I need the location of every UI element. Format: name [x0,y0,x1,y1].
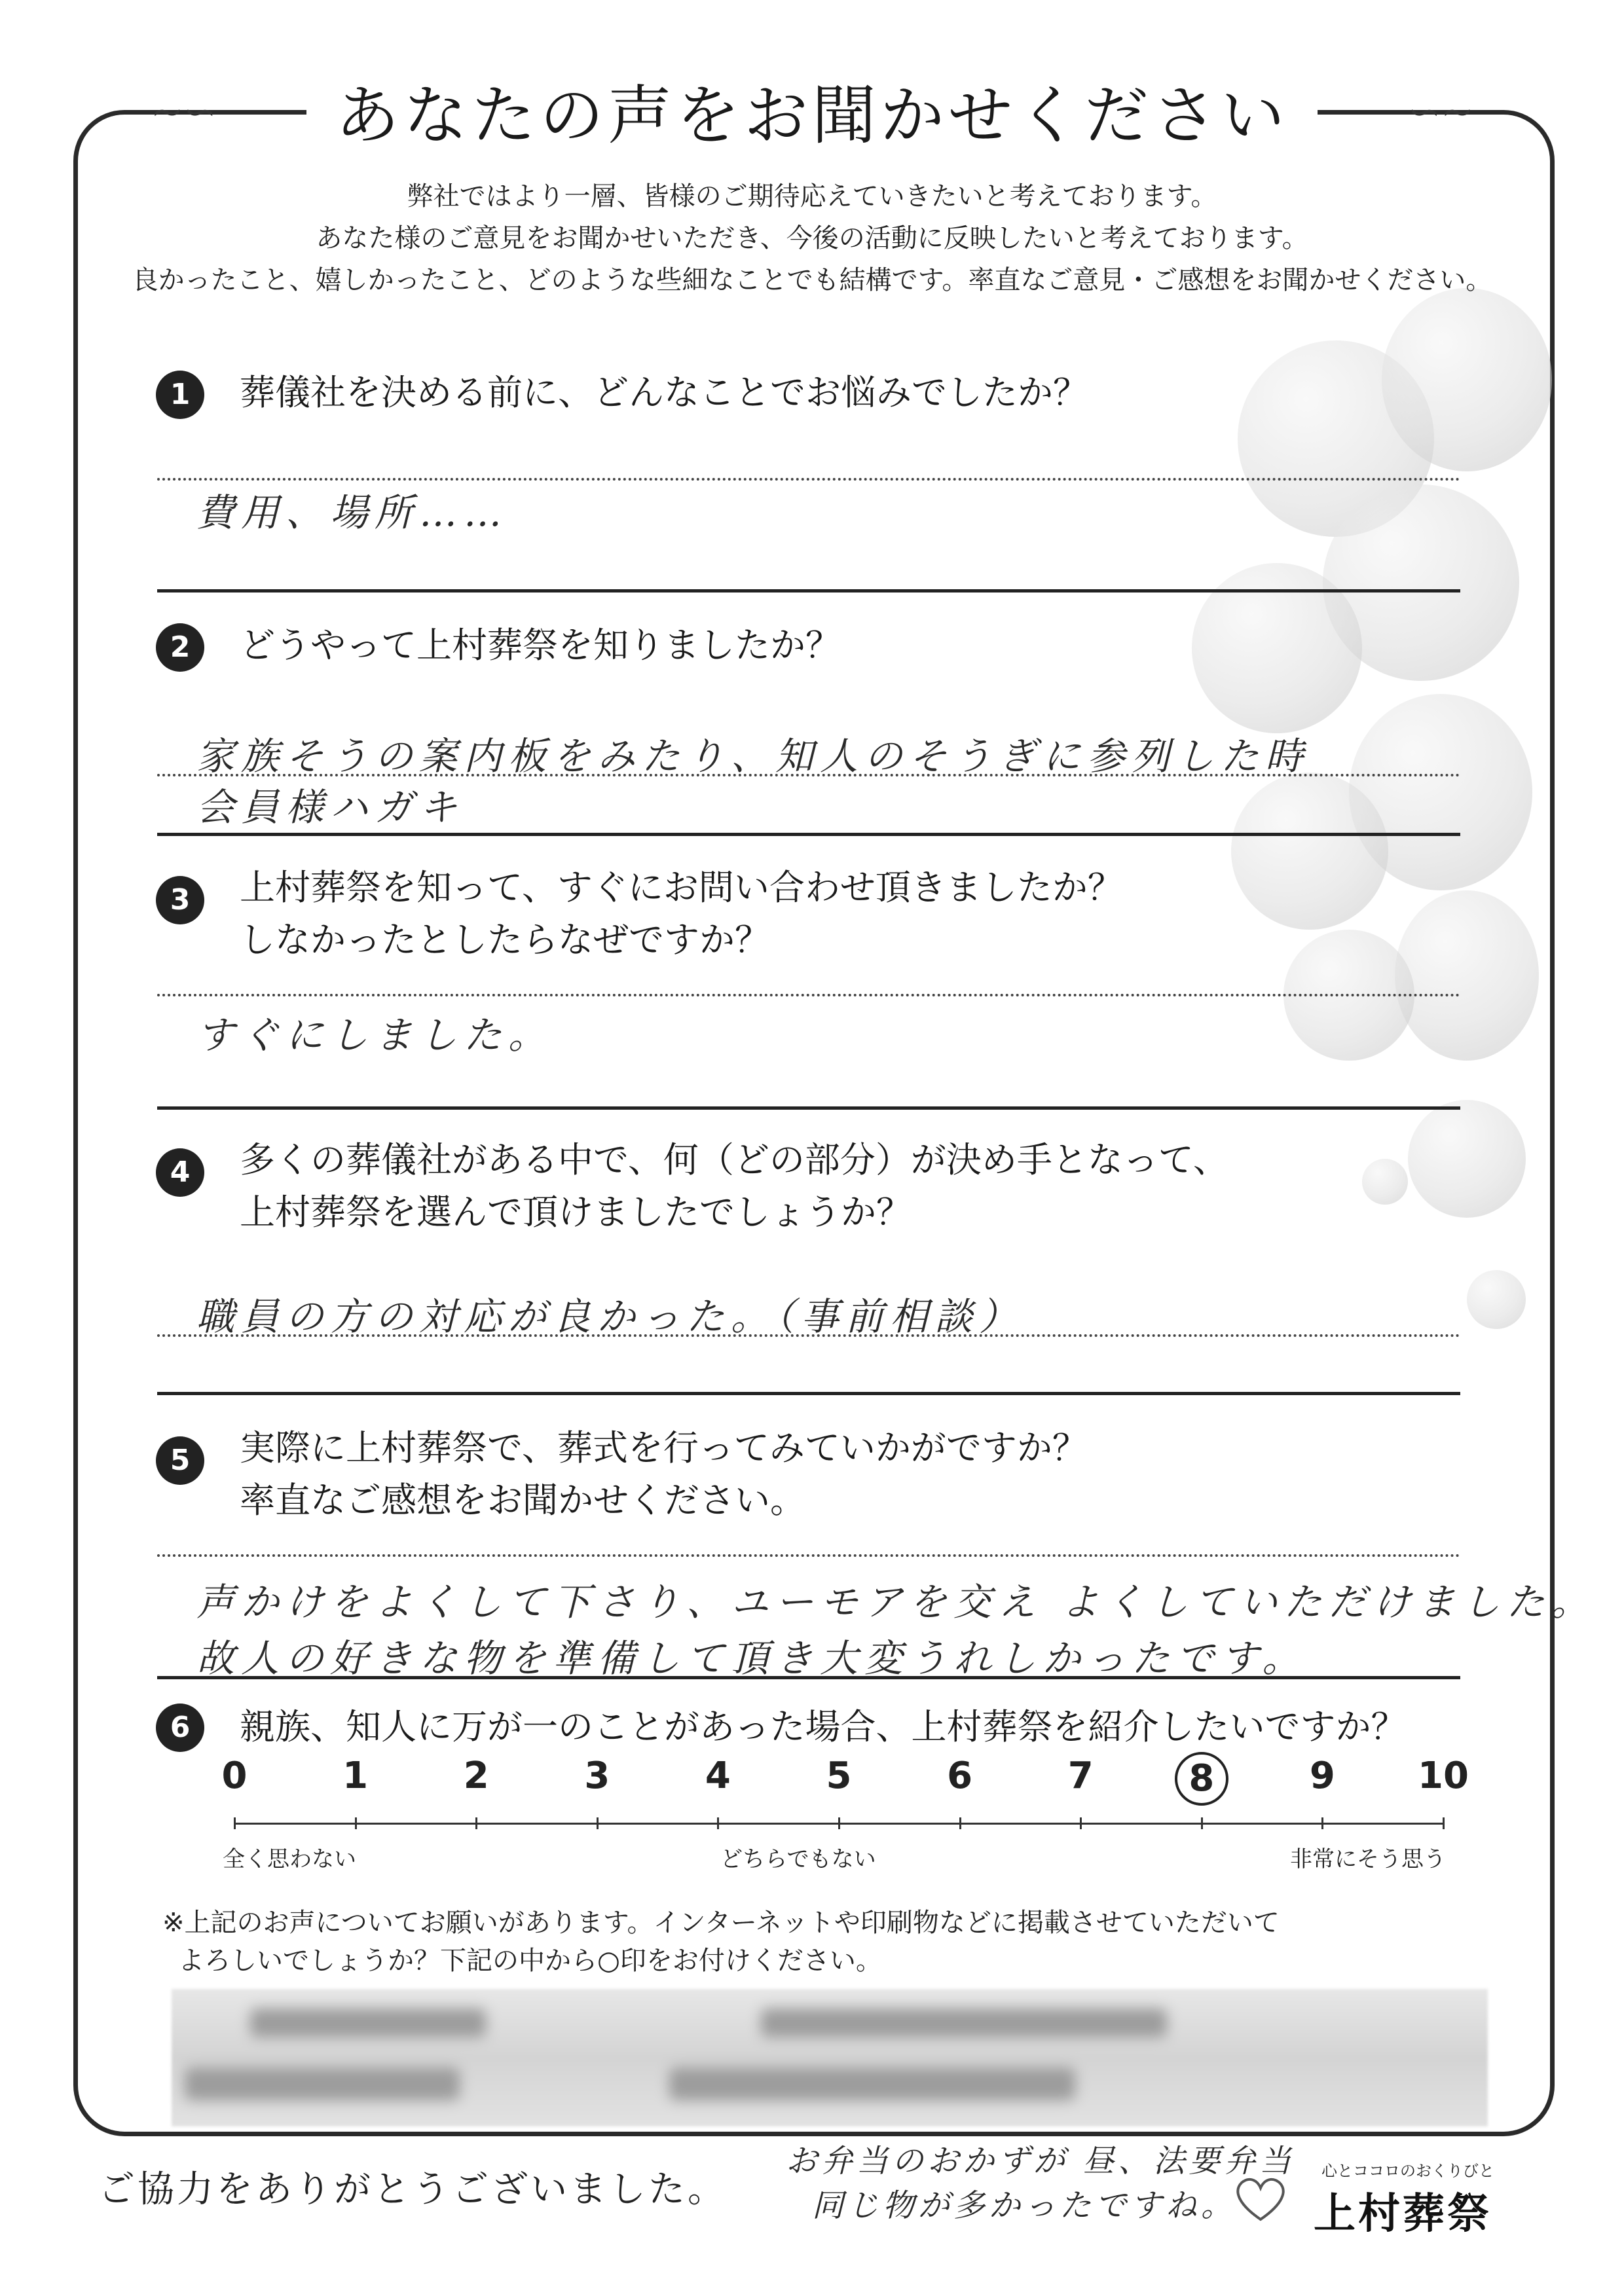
flourish-right-icon: ∽~ [1408,89,1474,135]
intro-line: あなた様のご意見をお聞かせいただき、今後の活動に反映したいと考えております。 [316,223,1308,253]
answer-text: 会員様ハガキ [196,785,464,829]
answer-line-dotted [157,1334,1460,1337]
note-line: よろしいでしょうか？下記の中から○印をお付けください。 [178,1946,882,1976]
scale-number[interactable]: 2 [463,1755,489,1797]
question-text: 率直なご感想をお聞かせください。 [240,1480,805,1521]
section-divider [157,589,1460,592]
question-text: しなかったとしたらなぜですか？ [240,919,770,960]
scale-number[interactable]: 7 [1067,1755,1094,1797]
scale-label-low: 全く思わない [223,1846,356,1872]
scale-tick [597,1817,599,1829]
publication-note [162,1904,1280,1980]
question-number-badge: 6 [156,1704,204,1752]
question-text: 上村葬祭を知って、すぐにお問い合わせ頂きましたか？ [240,867,1123,908]
scale-label-mid: どちらでもない [720,1846,876,1872]
scale-number[interactable]: 9 [1309,1755,1335,1797]
question-number-badge: 4 [156,1148,204,1197]
scale-number[interactable]: 4 [705,1755,731,1797]
scale-tick [717,1817,719,1829]
scale-number[interactable]: 10 [1418,1755,1469,1797]
scale-number[interactable]: 0 [221,1755,248,1797]
question-text: 親族、知人に万が一のことがあった場合、上村葬祭を紹介したいですか？ [240,1706,1407,1747]
answer-text: 職員の方の対応が良かった。（事前相談） [196,1294,1024,1339]
question-text: どうやって上村葬祭を知りましたか？ [240,625,841,666]
scale-label-high: 非常にそう思う [1290,1846,1446,1872]
thanks-message: ご協力をありがとうございました。 [98,2168,727,2211]
handwritten-note: 同じ物が多かったですね。 [812,2187,1237,2224]
scale-number-selected[interactable]: 8 [1169,1755,1234,1806]
question-number-badge: 3 [156,876,204,924]
scale-tick [234,1817,236,1829]
logo-tagline: 心とココロのおくりびと [1321,2162,1494,2180]
redacted-personal-info [172,1989,1488,2126]
section-divider [157,833,1460,836]
answer-line-dotted [157,994,1460,996]
answer-text: すぐにしました。 [196,1013,553,1057]
question-number-badge: 1 [156,371,204,419]
question-text: 実際に上村葬祭で、葬式を行ってみていかがですか？ [240,1427,1088,1468]
section-divider [157,1676,1460,1679]
handwritten-note: お弁当のおかずが 昼、法要弁当 [786,2143,1295,2179]
flourish-left-icon: ~∽ [151,89,217,135]
logo-name: 上村葬祭 [1314,2190,1492,2238]
answer-text: 故人の好きな物を準備して頂き大変うれしかったです。 [196,1636,1307,1681]
answer-text: 家族そうの案内板をみたり、知人のそうぎに参列した時 [196,734,1310,778]
answer-text: 費用、場所…… [196,490,509,535]
answer-text: 声かけをよくして下さり、ユーモアを交え よくしていただけました。 [196,1580,1596,1624]
answer-line-dotted [157,478,1460,481]
scale-number[interactable]: 3 [584,1755,610,1797]
intro-line: 弊社ではより一層、皆様のご期待応えていきたいと考えております。 [407,181,1217,211]
section-divider [157,1392,1460,1395]
answer-line-dotted [157,1554,1460,1557]
scale-tick [959,1817,961,1829]
scale-tick [1321,1817,1323,1829]
question-number-badge: 2 [156,623,204,672]
intro-text [105,175,1519,301]
page-title: あなたの声をお聞かせください [306,73,1318,158]
scale-tick [355,1817,357,1829]
scale-number[interactable]: 5 [826,1755,852,1797]
note-line: ※上記のお声についてお願いがあります。インターネットや印刷物などに掲載させていただいて [162,1908,1280,1938]
question-text: 葬儀社を決める前に、どんなことでお悩みでしたか？ [240,372,1088,413]
question-text: 多くの葬儀社がある中で、何（どの部分）が決め手となって、 [240,1139,1228,1180]
scale-tick [838,1817,840,1829]
heart-logo-icon [1231,2172,1290,2225]
question-text: 上村葬祭を選んで頂けましたでしょうか？ [240,1192,912,1233]
section-divider [157,1106,1460,1110]
intro-line: 良かったこと、嬉しかったこと、どのような些細なことでも結構です。率直なご意見・ご感想をお聞かせください。 [132,265,1492,295]
scale-tick [1201,1817,1203,1829]
scale-tick [1080,1817,1082,1829]
scale-tick [1443,1817,1445,1829]
scale-number[interactable]: 6 [947,1755,973,1797]
rating-scale [221,1755,1469,1886]
question-number-badge: 5 [156,1436,204,1485]
scale-tick [475,1817,477,1829]
scale-number[interactable]: 1 [342,1755,369,1797]
